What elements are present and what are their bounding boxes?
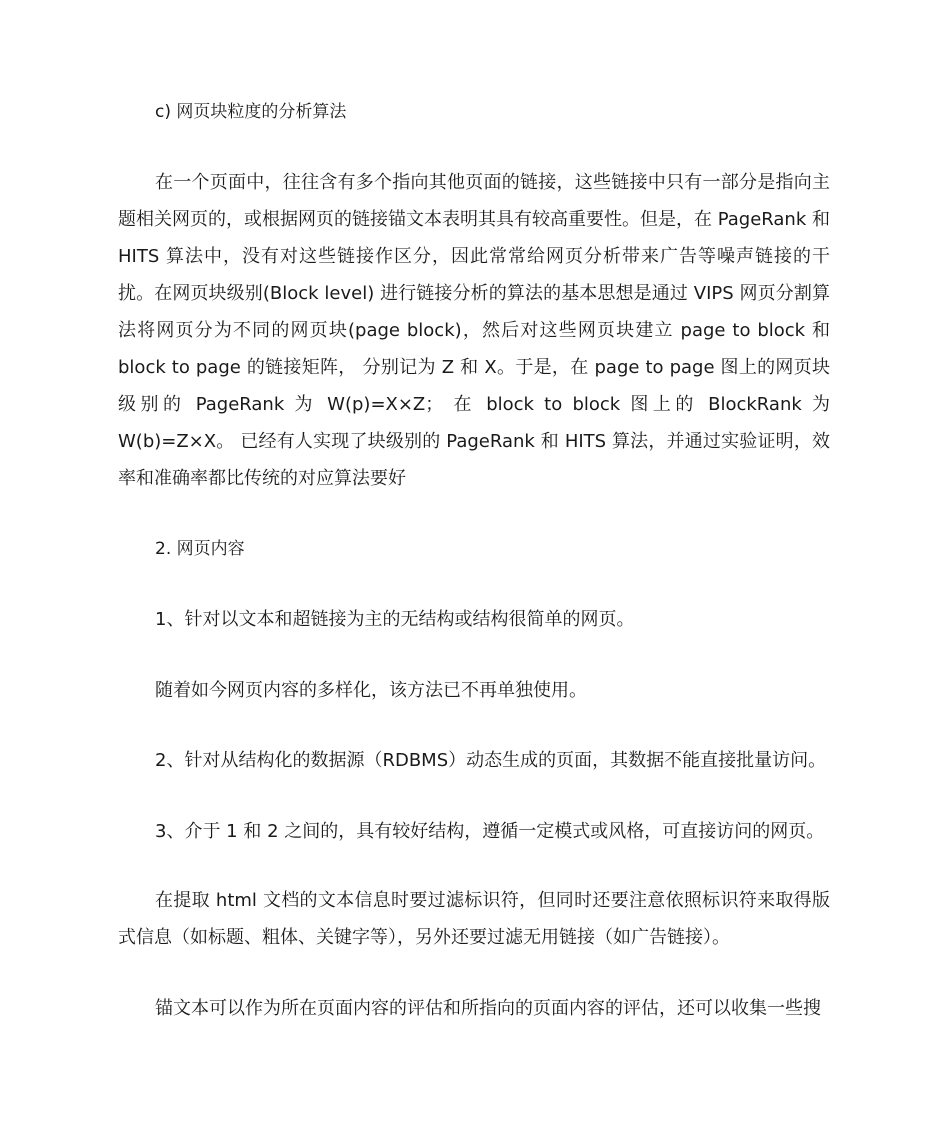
paragraph-html-extraction: 在提取 html 文档的文本信息时要过滤标识符，但同时还要注意依照标识符来取得版式信息（如标题、粗体、关键字等），另外还要过滤无用链接（如广告链接）。 (118, 890, 830, 948)
list-item-1: 1、针对以文本和超链接为主的无结构或结构很简单的网页。 (155, 609, 635, 630)
list-item-2: 2、针对从结构化的数据源（RDBMS）动态生成的页面，其数据不能直接批量访问。 (155, 750, 827, 771)
paragraph-block-level-analysis: 在一个页面中，往往含有多个指向其他页面的链接，这些链接中只有一部分是指向主题相关网页的，或根据网页的链接锚文本表明其具有较高重要性。但是，在 PageRank 和 HITS 算法中，没有对这些链接作区分，因此常常给网页分析带来广告等噪声链接的干扰。在网页块级别(Block level) 进行链接分析的算法的基本思想是通过 VIPS 网页分割算法将网页分为不同的网页块(page block)，然后对这些网页块建立 page to block 和 block to page 的链接矩阵， 分别记为 Z 和 X。于是，在 page to page 图上的网页块级别的 PageRank 为 W(p)=X×Z； 在 block to block 图上的 BlockRank 为 W(b)=Z×X。 已经有人实现了块级别的 PageRank 和 HITS 算法，并通过实验证明，效率和准确率都比传统的对应算法要好 (118, 172, 830, 489)
paragraph-anchor-text: 锚文本可以作为所在页面内容的评估和所指向的页面内容的评估，还可以收集一些搜 (155, 998, 821, 1019)
list-item-3: 3、介于 1 和 2 之间的，具有较好结构，遵循一定模式或风格，可直接访问的网页。 (155, 821, 825, 842)
section-heading-2: 2. 网页内容 (155, 539, 245, 559)
section-heading-c: c) 网页块粒度的分析算法 (155, 102, 347, 122)
list-item-1-note: 随着如今网页内容的多样化，该方法已不再单独使用。 (155, 680, 587, 701)
